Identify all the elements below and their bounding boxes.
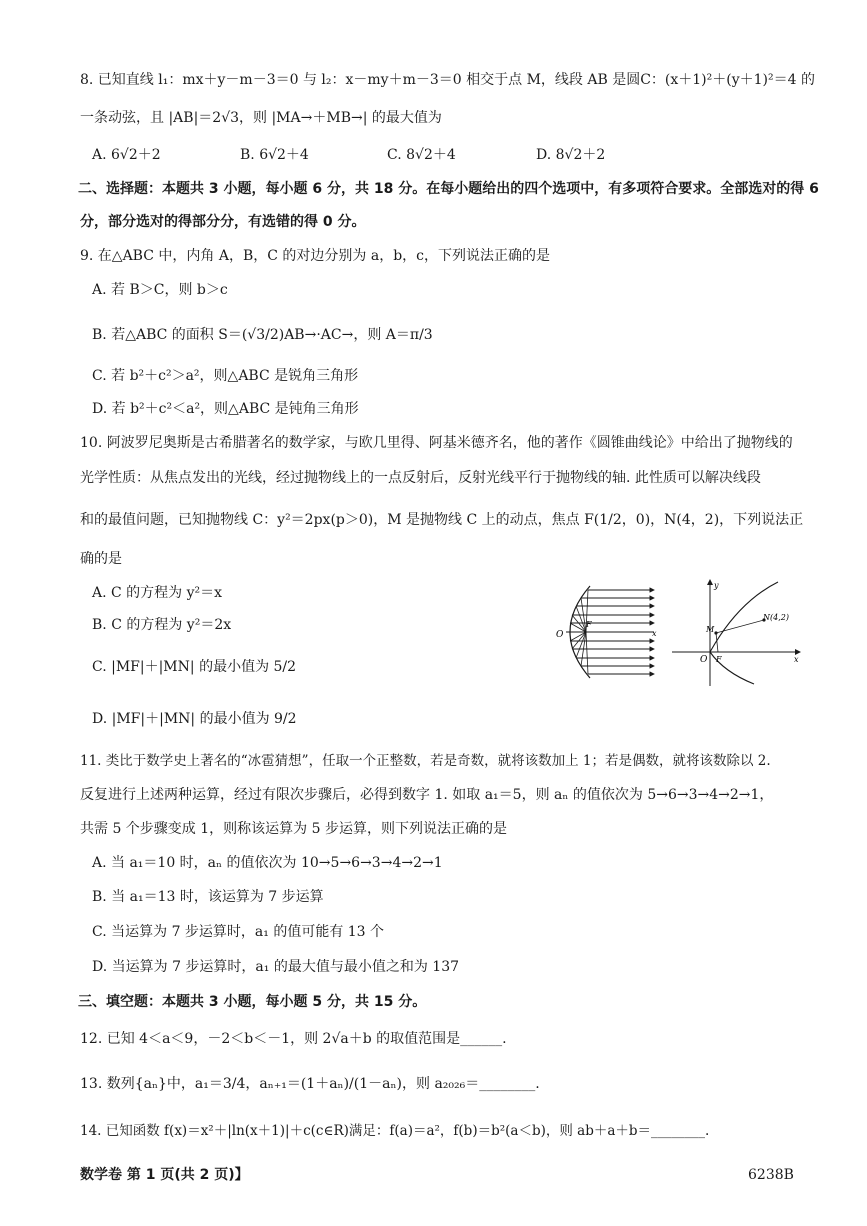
q11-stem-line2: 反复进行上述两种运算，经过有限次步骤后，必得到数字 1. 如取 a₁＝5，则 aₙ 的值依次为 5→6→3→4→2→1，	[80, 787, 774, 803]
q10-option-b: B. C 的方程为 y²＝2x	[92, 617, 232, 633]
fig1-origin-label: O	[556, 630, 564, 640]
fig2-y-label: y	[714, 581, 719, 590]
q8-stem-line2: 一条动弦，且 |AB|＝2√3，则 |MA→＋MB→| 的最大值为	[80, 110, 442, 126]
parabola-reflection-figure	[550, 582, 662, 682]
section2-heading-line1: 二、选择题：本题共 3 小题，每小题 6 分，共 18 分。在每小题给出的四个选项中，有多项符合要求。全部选对的得 6	[78, 181, 819, 197]
q12-text: 12. 已知 4＜a＜9，－2＜b＜－1，则 2√a＋b 的取值范围是______.	[80, 1031, 507, 1047]
q10-option-c: C. |MF|＋|MN| 的最小值为 5/2	[92, 659, 297, 675]
fig2-m-label: M	[706, 625, 715, 634]
fig2-origin-label: O	[700, 655, 708, 665]
q9-stem: 9. 在△ABC 中，内角 A，B，C 的对边分别为 a，b，c，下列说法正确的是	[80, 248, 551, 264]
q8-option-c: C. 8√2＋4	[387, 147, 456, 163]
q10-stem-line4: 确的是	[80, 551, 122, 567]
q11-option-c: C. 当运算为 7 步运算时，a₁ 的值可能有 13 个	[92, 924, 385, 940]
q9-option-c: C. 若 b²＋c²＞a²，则△ABC 是锐角三角形	[92, 368, 359, 384]
section3-heading: 三、填空题：本题共 3 小题，每小题 5 分，共 15 分。	[78, 994, 427, 1010]
q11-option-b: B. 当 a₁＝13 时，该运算为 7 步运算	[92, 889, 324, 905]
q8-option-d: D. 8√2＋2	[536, 147, 606, 163]
q8-option-b: B. 6√2＋4	[240, 147, 309, 163]
parabola-coordinate-figure	[668, 576, 806, 688]
q10-stem-line3: 和的最值问题，已知抛物线 C：y²＝2px(p＞0)，M 是抛物线 C 上的动点，焦点 F(1/2，0)，N(4，2)，下列说法正	[80, 512, 804, 528]
q9-option-a: A. 若 B＞C，则 b＞c	[92, 282, 228, 298]
q10-option-a: A. C 的方程为 y²＝x	[92, 585, 223, 601]
q9-option-b: B. 若△ABC 的面积 S＝(√3/2)AB→·AC→，则 A＝π/3	[92, 327, 433, 343]
fig2-point-m	[714, 631, 717, 634]
q8-stem-line1: 8. 已知直线 l₁：mx＋y－m－3＝0 与 l₂：x－my＋m－3＝0 相交于点 M，线段 AB 是圆C：(x＋1)²＋(y＋1)²＝4 的	[80, 72, 815, 88]
q8-option-a: A. 6√2＋2	[92, 147, 161, 163]
q11-stem-line1: 11. 类比于数学史上著名的“冰雹猜想”，任取一个正整数，若是奇数，就将该数加上 1；若是偶数，就将该数除以 2.	[80, 753, 771, 769]
fig2-segment-mf	[716, 633, 718, 652]
q14-text: 14. 已知函数 f(x)＝x²＋|ln(x＋1)|＋c(c∈R)满足：f(a)＝a²，f(b)＝b²(a＜b)，则 ab＋a＋b＝________.	[80, 1123, 710, 1139]
q11-option-a: A. 当 a₁＝10 时，aₙ 的值依次为 10→5→6→3→4→2→1	[92, 855, 443, 871]
fig2-segment-mn	[716, 620, 764, 633]
fig1-x-label: x	[652, 629, 657, 638]
fig2-n-label: N(4,2)	[763, 613, 789, 622]
q10-option-d: D. |MF|＋|MN| 的最小值为 9/2	[92, 711, 297, 727]
fig2-focus-label: F	[716, 655, 722, 664]
fig2-x-label: x	[794, 655, 799, 664]
q11-stem-line3: 共需 5 个步骤变成 1，则称该运算为 5 步运算，则下列说法正确的是	[80, 821, 507, 837]
q10-stem-line2: 光学性质：从焦点发出的光线，经过抛物线上的一点反射后，反射光线平行于抛物线的轴. 此性质可以解决线段	[80, 470, 761, 486]
q9-option-d: D. 若 b²＋c²＜a²，则△ABC 是钝角三角形	[92, 401, 359, 417]
footer-page-info: 数学卷 第 1 页(共 2 页)】	[80, 1167, 249, 1183]
footer-code: 6238B	[748, 1167, 794, 1183]
section2-heading-line2: 分，部分选对的得部分分，有选错的得 0 分。	[80, 214, 366, 230]
fig1-focus-label: F	[586, 620, 592, 629]
q11-option-d: D. 当运算为 7 步运算时，a₁ 的最大值与最小值之和为 137	[92, 959, 460, 975]
q10-stem-line1: 10. 阿波罗尼奥斯是古希腊著名的数学家，与欧几里得、阿基米德齐名，他的著作《圆锥曲线论》中给出了抛物线的	[80, 435, 793, 451]
q13-text: 13. 数列{aₙ}中，a₁＝3/4，aₙ₊₁＝(1＋aₙ)/(1－aₙ)，则 a₂₀₂₆＝________.	[80, 1076, 540, 1092]
